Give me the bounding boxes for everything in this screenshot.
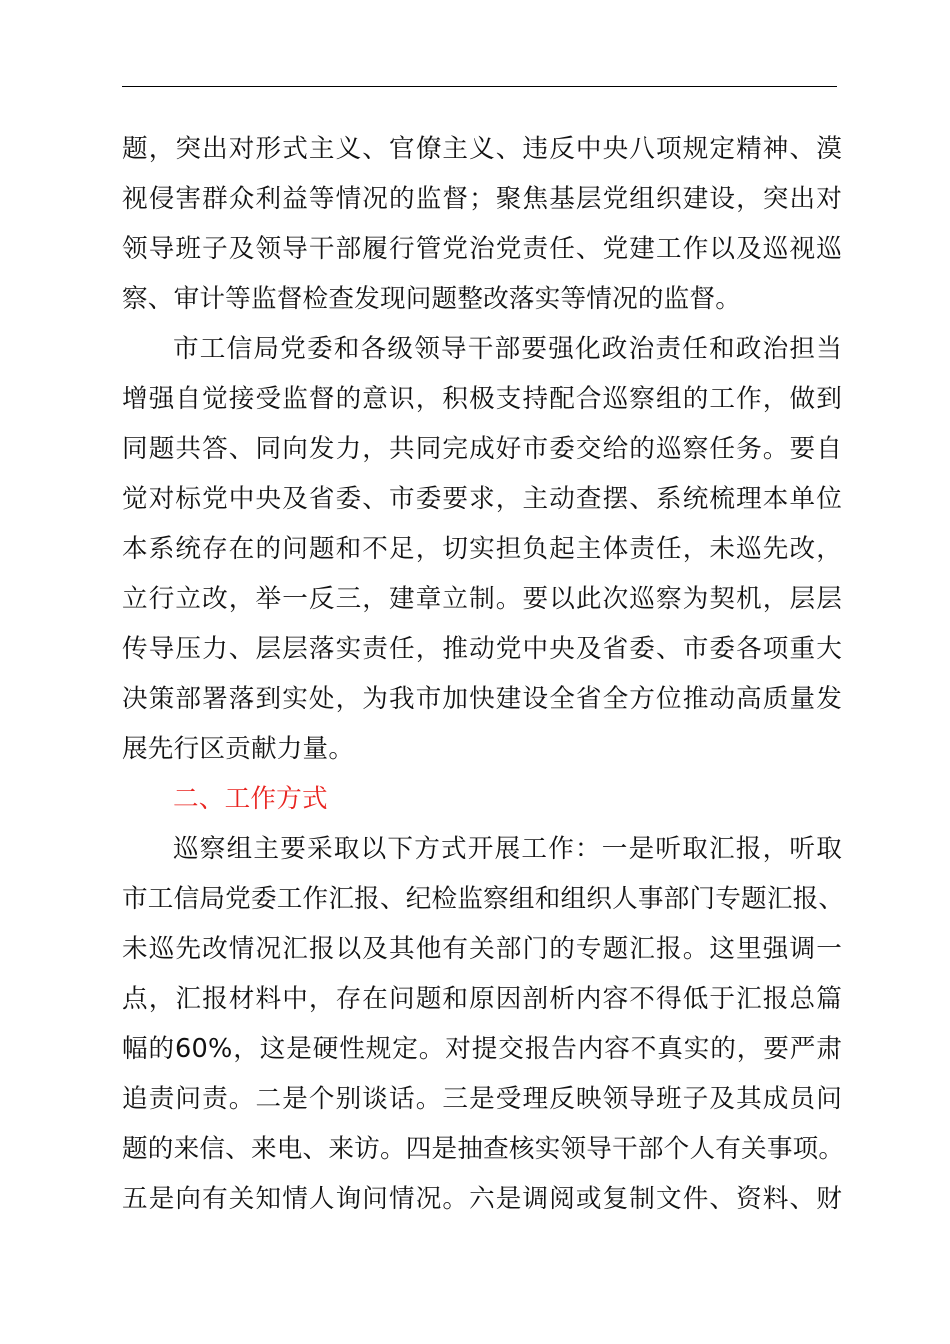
text-line: 增强自觉接受监督的意识，积极支持配合巡察组的工作，做到 (122, 384, 842, 414)
text-line: 追责问责。二是个别谈话。三是受理反映领导班子及其成员问 (122, 1084, 842, 1114)
text-line: 立行立改，举一反三，建章立制。要以此次巡察为契机，层层 (122, 584, 842, 614)
text-line: 传导压力、层层落实责任，推动党中央及省委、市委各项重大 (122, 634, 842, 664)
text-line: 同题共答、同向发力，共同完成好市委交给的巡察任务。要自 (122, 434, 842, 464)
text-line: 视侵害群众利益等情况的监督；聚焦基层党组织建设，突出对 (122, 184, 842, 214)
header-rule (122, 86, 837, 87)
text-line: 市工信局党委工作汇报、纪检监察组和组织人事部门专题汇报、 (122, 884, 845, 914)
text-line: 察、审计等监督检查发现问题整改落实等情况的监督。 (122, 284, 742, 314)
text-line: 幅的60%，这是硬性规定。对提交报告内容不真实的，要严肃 (122, 1034, 842, 1064)
text-line: 点，汇报材料中，存在问题和原因剖析内容不得低于汇报总篇 (122, 984, 842, 1014)
text-line: 题的来信、来电、来访。四是抽查核实领导干部个人有关事项。 (122, 1134, 845, 1164)
text-line: 领导班子及领导干部履行管党治党责任、党建工作以及巡视巡 (122, 234, 842, 264)
text-line: 未巡先改情况汇报以及其他有关部门的专题汇报。这里强调一 (122, 934, 842, 964)
text-line: 题，突出对形式主义、官僚主义、违反中央八项规定精神、漠 (122, 134, 842, 164)
text-line: 决策部署落到实处，为我市加快建设全省全方位推动高质量发 (122, 684, 842, 714)
text-line: 五是向有关知情人询问情况。六是调阅或复制文件、资料、财 (122, 1184, 842, 1214)
text-line: 展先行区贡献力量。 (122, 734, 355, 764)
text-line: 巡察组主要采取以下方式开展工作：一是听取汇报，听取 (173, 834, 842, 864)
document-body (122, 124, 845, 1224)
text-line: 市工信局党委和各级领导干部要强化政治责任和政治担当 (173, 334, 842, 364)
section-heading: 二、工作方式 (173, 784, 328, 814)
paragraph-continuation (122, 124, 842, 324)
text-line: 觉对标党中央及省委、市委要求，主动查摆、系统梳理本单位 (122, 484, 842, 514)
paragraph-work-methods (122, 824, 845, 1224)
paragraph-responsibility (122, 324, 842, 774)
text-line: 本系统存在的问题和不足，切实担负起主体责任，未巡先改， (122, 534, 842, 564)
